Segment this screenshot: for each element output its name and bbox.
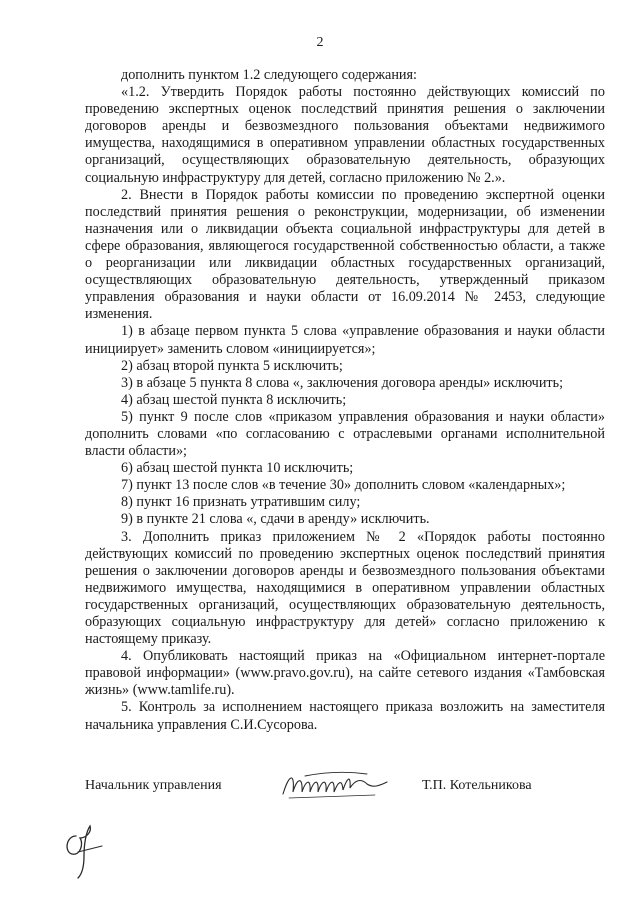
paragraph: 9) в пункте 21 слова «, сдачи в аренду» исключить. [121,511,430,528]
paragraph: 5. Контроль за исполнением настоящего приказа возложить на заместителя начальника управления С.И.Сусорова. [85,699,605,733]
signatory-position: Начальник управления [85,778,222,793]
signature-block [85,768,605,808]
page-number: 2 [316,35,324,50]
handwritten-initials [60,822,104,880]
paragraph: 7) пункт 13 после слов «в течение 30» дополнить словом «календарных»; [121,477,566,494]
paragraph: 4) абзац шестой пункта 8 исключить; [121,391,347,408]
paragraph: 3) в абзаце 5 пункта 8 слова «, заключения договора аренды» исключить; [121,374,564,391]
paragraph: 3. Дополнить приказ приложением № 2 «Порядок работы постоянно действующих комиссий по проведению экспертных оценок последствий принятия решения о заключении договоров аренды и безвозмездного пользования объектами недвижимого имущества, находящимися в оперативном управлении областных государственных организаций, осуществляющих образовательную деятельность, образующих социальную инфраструктуру для детей» согласно приложению к настоящему приказу. [85,528,605,648]
paragraph: дополнить пунктом 1.2 следующего содержания: [121,67,417,83]
paragraph: 8) пункт 16 признать утратившим силу; [121,494,361,511]
signatory-name: Т.П. Котельникова [422,778,532,793]
paragraph: 1) в абзаце первом пункта 5 слова «управление образования и науки области инициирует» заменить словом «инициируется»; [85,323,605,357]
paragraph: 6) абзац шестой пункта 10 исключить; [121,460,354,477]
document-body [85,67,605,734]
paragraph: «1.2. Утвердить Порядок работы постоянно действующих комиссий по проведению экспертных оценок последствий принятия решения о заключении договоров аренды и безвозмездного пользования объектами недвижимого имущества, находящимися в оперативном управлении областных государственных организаций, осуществляющих образовательную деятельность, образующих социальную инфраструктуру для детей, согласно приложению № 2.». [85,84,605,186]
handwritten-signature [275,768,395,802]
paragraph: 2) абзац второй пункта 5 исключить; [121,357,343,374]
paragraph: 5) пункт 9 после слов «приказом управления образования и науки области» дополнить словами «по согласованию с отраслевыми органами исполнительной власти области»; [85,408,605,460]
paragraph: 2. Внести в Порядок работы комиссии по проведению экспертной оценки последствий принятия решения о реконструкции, модернизации, об изменении назначения или о ликвидации объекта социальной инфраструктуры для детей в сфере образования, являющегося государственной собственностью области, а также о реорганизации или ликвидации областных государственных организаций, осуществляющих образовательную деятельность, утвержденный приказом управления образования и науки области от 16.09.2014 № 2453, следующие изменения. [85,186,605,323]
paragraph: 4. Опубликовать настоящий приказ на «Официальном интернет-портале правовой информации» (www.pravo.gov.ru), на сайте сетевого издания «Тамбовская жизнь» (www.tamlife.ru). [85,648,605,699]
